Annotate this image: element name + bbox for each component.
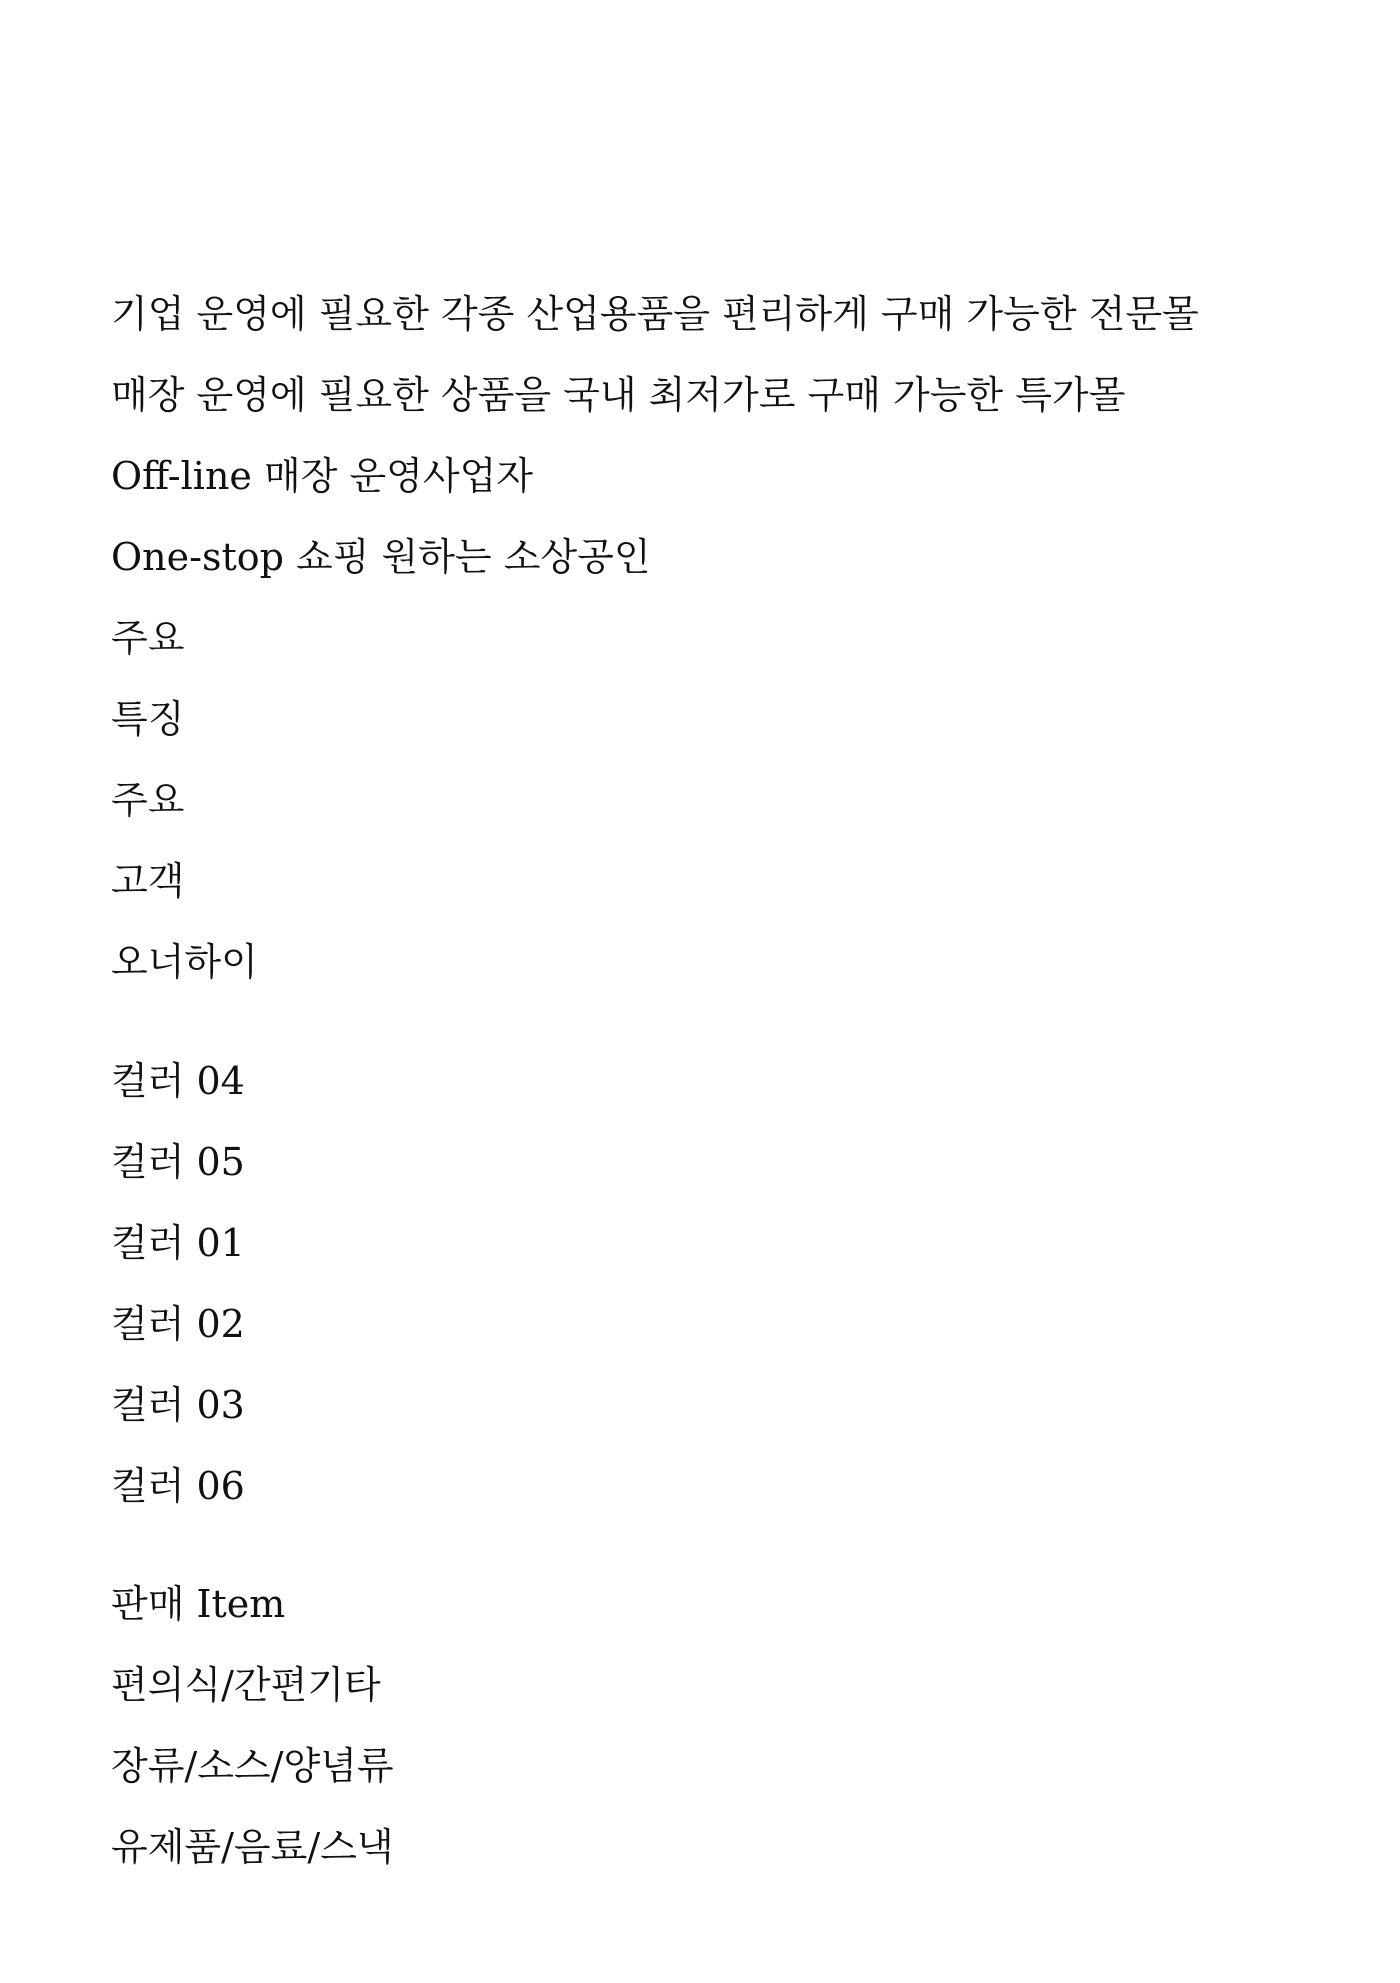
label-main: 주요 bbox=[111, 616, 185, 660]
color-label: 컬러 06 bbox=[111, 1464, 245, 1508]
item-category: 편의식/간편기타 bbox=[111, 1663, 381, 1707]
brand-name: 오너하이 bbox=[111, 940, 258, 984]
label-feature: 특징 bbox=[111, 697, 185, 741]
color-label: 컬러 04 bbox=[111, 1059, 245, 1103]
item-category: 유제품/음료/스낵 bbox=[111, 1825, 394, 1869]
items-heading: 판매 Item bbox=[111, 1582, 286, 1626]
color-label: 컬러 02 bbox=[111, 1302, 245, 1346]
description-line: 매장 운영에 필요한 상품을 국내 최저가로 구매 가능한 특가몰 bbox=[111, 373, 1126, 417]
label-customer: 고객 bbox=[111, 859, 185, 903]
customer-line: One-stop 쇼핑 원하는 소상공인 bbox=[111, 535, 651, 579]
item-category: 장류/소스/양념류 bbox=[111, 1744, 394, 1788]
description-line: 기업 운영에 필요한 각종 산업용품을 편리하게 구매 가능한 전문몰 bbox=[111, 292, 1199, 336]
customer-line: Off-line 매장 운영사업자 bbox=[111, 454, 534, 498]
color-label: 컬러 01 bbox=[111, 1221, 245, 1265]
color-label: 컬러 05 bbox=[111, 1140, 245, 1184]
label-main: 주요 bbox=[111, 778, 185, 822]
color-label: 컬러 03 bbox=[111, 1383, 245, 1427]
